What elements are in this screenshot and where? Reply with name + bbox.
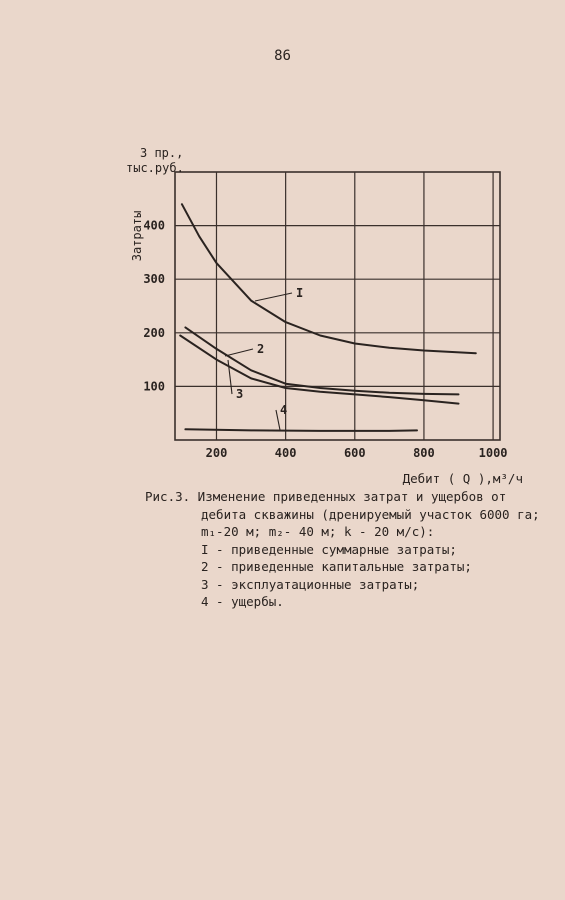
caption-legend-item: 2 - приведенные капитальные затраты; [201, 559, 472, 574]
y-axis-label: Затраты [130, 210, 144, 262]
series-line [185, 429, 417, 431]
series-name-label: 4 [280, 403, 288, 417]
series-leader-line [225, 349, 253, 356]
caption-legend-item: 4 - ущербы. [201, 594, 284, 609]
series-name-label: 3 [236, 387, 244, 401]
figure-caption [145, 488, 545, 611]
chart-ticks [143, 219, 507, 460]
x-tick-label: 800 [413, 446, 435, 460]
x-tick-label: 600 [343, 446, 366, 460]
caption-legend-item: I - приведенные суммарные затраты; [201, 541, 457, 557]
series-leader-line [255, 293, 292, 301]
series-leader-line [228, 360, 232, 394]
series-name-label: 2 [257, 342, 265, 356]
x-tick-label: 200 [205, 446, 228, 460]
chart-labels [126, 146, 523, 486]
y-tick-label: 400 [143, 218, 165, 233]
page-number: 86 [274, 48, 291, 64]
x-tick-label: 400 [274, 446, 297, 460]
chart-grid [175, 172, 500, 440]
caption-line-3: m₁-20 м; m₂- 40 м; k - 20 м/с): [201, 524, 435, 539]
caption-line-2: дебита скважины (дренируемый участок 6000 га; [201, 506, 540, 522]
caption-legend-item: 3 - эксплуатационные затраты; [201, 576, 420, 592]
y-tick-label: 100 [143, 379, 165, 394]
y-tick-label: 300 [143, 272, 165, 287]
x-tick-label: 1000 [478, 446, 508, 460]
x-axis-label: Дебит ( Q ),м³/ч [402, 471, 523, 486]
caption-line-1: Рис.3. Изменение приведенных затрат и ущербов от [145, 489, 507, 504]
series-name-label: I [296, 286, 304, 300]
y-unit-label-line1: З пр., [140, 146, 184, 160]
y-unit-label-line2: тыс.руб. [126, 161, 184, 175]
chart-series [180, 204, 476, 431]
series-line [185, 327, 458, 394]
caption-legend [145, 541, 545, 611]
plot-frame [175, 172, 500, 440]
y-tick-label: 200 [143, 325, 165, 340]
